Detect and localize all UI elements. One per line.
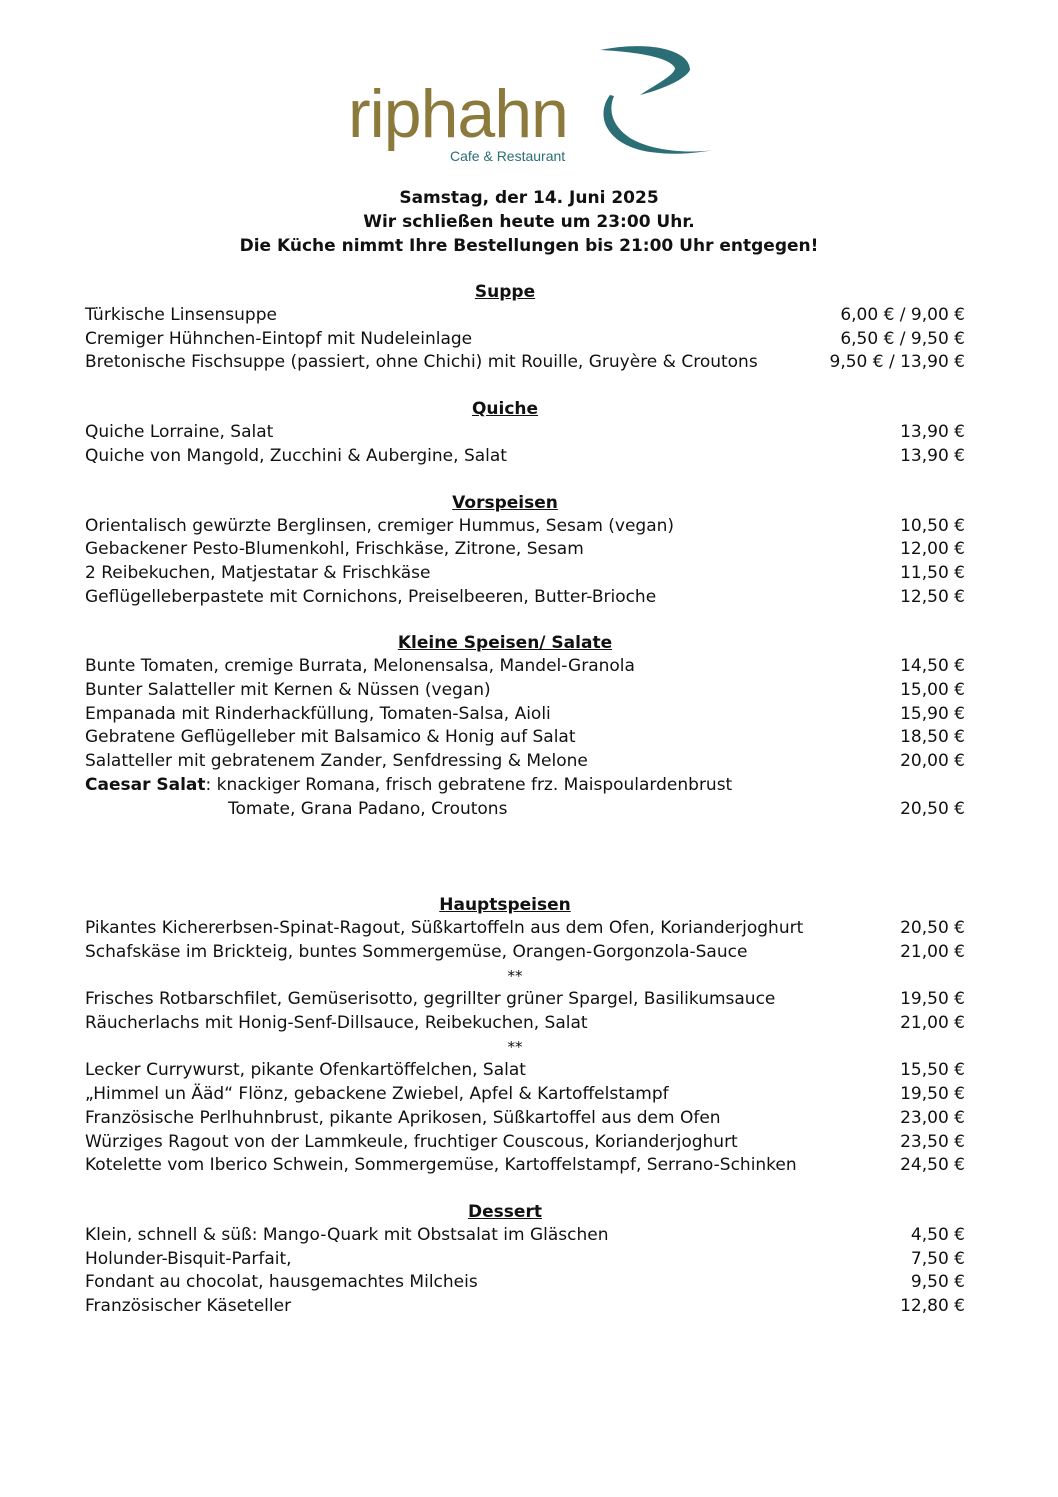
menu-item [85,304,965,328]
caesar-desc1: : knackiger Romana, frisch gebratene frz. Maispoulardenbrust [205,774,733,795]
item-name: Kotelette vom Iberico Schwein, Sommergemüse, Kartoffelstampf, Serrano-Schinken [85,1155,797,1176]
separator: ** [507,1037,523,1056]
menu-item [85,1059,965,1083]
logo-swoosh-icon [590,40,730,165]
menu-item [85,1012,965,1036]
item-price: 9,50 € / 13,90 € [829,352,965,373]
section-title: Quiche [471,399,539,420]
item-name: Holunder-Bisquit-Parfait, [85,1248,292,1269]
menu-item [85,1083,965,1107]
section-title: Vorspeisen [452,492,558,513]
item-name: Pikantes Kichererbsen-Spinat-Ragout, Süßkartoffeln aus dem Ofen, Korianderjoghurt [85,918,804,939]
menu-item [85,988,965,1012]
item-name: Französischer Käseteller [85,1296,292,1317]
caesar-salat-line2 [85,798,965,822]
item-price: 10,50 € [900,515,965,536]
menu-item [85,421,965,445]
item-price: 19,50 € [900,1084,965,1105]
item-name: Geflügelleberpastete mit Cornichons, Preiselbeeren, Butter-Brioche [85,586,657,607]
menu-item [85,917,965,941]
section-title: Dessert [468,1201,542,1222]
item-name: Bunte Tomaten, cremige Burrata, Melonensalsa, Mandel-Granola [85,656,635,677]
item-name: Bretonische Fischsuppe (passiert, ohne Chichi) mit Rouille, Gruyère & Croutons [85,352,758,373]
item-name: Würziges Ragout von der Lammkeule, fruchtiger Couscous, Korianderjoghurt [85,1131,738,1152]
menu-item [85,328,965,352]
item-name: Klein, schnell & süß: Mango-Quark mit Obstsalat im Gläschen [85,1224,609,1245]
item-price: 7,50 € [910,1248,965,1269]
logo-wordmark: riphahn [348,76,568,152]
menu-item [85,941,965,965]
item-name: Fondant au chocolat, hausgemachtes Milcheis [85,1272,478,1293]
date-hours-header [0,186,1058,258]
item-name: Räucherlachs mit Honig-Senf-Dillsauce, Reibekuchen, Salat [85,1013,588,1034]
item-price: 23,50 € [900,1131,965,1152]
item-name: Gebackener Pesto-Blumenkohl, Frischkäse, Zitrone, Sesam [85,539,584,560]
caesar-name: Caesar Salat [85,774,206,795]
menu-item [85,1107,965,1131]
separator: ** [507,966,523,985]
item-price: 14,50 € [900,656,965,677]
item-name: Frisches Rotbarschfilet, Gemüserisotto, gegrillter grüner Spargel, Basilikumsauce [85,989,776,1010]
item-name: Bunter Salatteller mit Kernen & Nüssen (vegan) [85,680,491,701]
caesar-desc2: Tomate, Grana Padano, Croutons [228,798,508,819]
menu-item [85,1295,965,1319]
menu-item [85,750,965,774]
menu-item [85,703,965,727]
section-vorspeisen [85,491,965,610]
section-title: Kleine Speisen/ Salate [397,633,613,654]
item-name: Türkische Linsensuppe [85,305,277,325]
item-name: Orientalisch gewürzte Berglinsen, cremiger Hummus, Sesam (vegan) [85,515,675,536]
logo-subtitle: Cafe & Restaurant [450,148,566,164]
menu-item [85,538,965,562]
item-price: 11,50 € [900,562,965,583]
menu-item [85,1224,965,1248]
section-kleine-speisen [85,631,965,821]
caesar-salat-line1 [85,774,965,798]
section-suppe [85,280,965,375]
item-price: 23,00 € [900,1107,965,1128]
menu-item [85,1131,965,1155]
restaurant-logo [340,40,740,170]
item-price: 21,00 € [900,941,965,962]
item-price: 15,90 € [900,703,965,724]
item-name: Gebratene Geflügelleber mit Balsamico & Honig auf Salat [85,727,576,748]
menu-item [85,1154,965,1178]
item-price: 9,50 € [910,1272,965,1293]
menu-item [85,515,965,539]
menu-item [85,445,965,469]
section-dessert [85,1200,965,1319]
item-name: Quiche Lorraine, Salat [85,422,274,443]
item-price: 12,00 € [900,539,965,560]
item-price: 12,80 € [900,1296,965,1317]
item-price: 21,00 € [900,1013,965,1034]
item-name: Lecker Currywurst, pikante Ofenkartöffelchen, Salat [85,1060,526,1081]
menu-item [85,1248,965,1272]
item-price: 15,00 € [900,680,965,701]
menu-item [85,562,965,586]
item-name: Französische Perlhuhnbrust, pikante Aprikosen, Süßkartoffel aus dem Ofen [85,1107,721,1128]
section-quiche [85,397,965,468]
item-price: 13,90 € [900,445,965,466]
header-date: Samstag, der 14. Juni 2025 [399,188,659,208]
item-name: „Himmel un Ääd“ Flönz, gebackene Zwiebel, Apfel & Kartoffelstampf [85,1084,669,1105]
section-title: Hauptspeisen [439,895,571,916]
header-closing: Wir schließen heute um 23:00 Uhr. [363,212,695,232]
item-price: 6,50 € / 9,50 € [840,328,965,349]
menu-item [85,586,965,610]
item-price: 4,50 € [910,1224,965,1245]
menu-item [85,726,965,750]
item-name: Quiche von Mangold, Zucchini & Aubergine, Salat [85,445,507,466]
item-price: 20,00 € [900,751,965,772]
section-title: Suppe [474,282,536,302]
item-name: Salatteller mit gebratenem Zander, Senfdressing & Melone [85,751,588,772]
header-kitchen: Die Küche nimmt Ihre Bestellungen bis 21:00 Uhr entgegen! [239,236,819,256]
menu-item [85,655,965,679]
item-price: 6,00 € / 9,00 € [840,305,965,325]
item-price: 18,50 € [900,727,965,748]
item-price: 15,50 € [900,1060,965,1081]
item-name: Cremiger Hühnchen-Eintopf mit Nudeleinlage [85,328,473,349]
item-name: 2 Reibekuchen, Matjestatar & Frischkäse [85,562,431,583]
item-price: 12,50 € [900,586,965,607]
menu-item [85,1271,965,1295]
menu-item [85,351,965,375]
menu-item [85,679,965,703]
item-price: 20,50 € [900,798,965,819]
item-price: 24,50 € [900,1155,965,1176]
item-name: Empanada mit Rinderhackfüllung, Tomaten-Salsa, Aioli [85,703,551,724]
menu [85,280,965,1341]
item-price: 20,50 € [900,918,965,939]
item-name: Schafskäse im Brickteig, buntes Sommergemüse, Orangen-Gorgonzola-Sauce [85,941,748,962]
item-price: 13,90 € [900,422,965,443]
item-price: 19,50 € [900,989,965,1010]
section-hauptspeisen [85,893,965,1178]
